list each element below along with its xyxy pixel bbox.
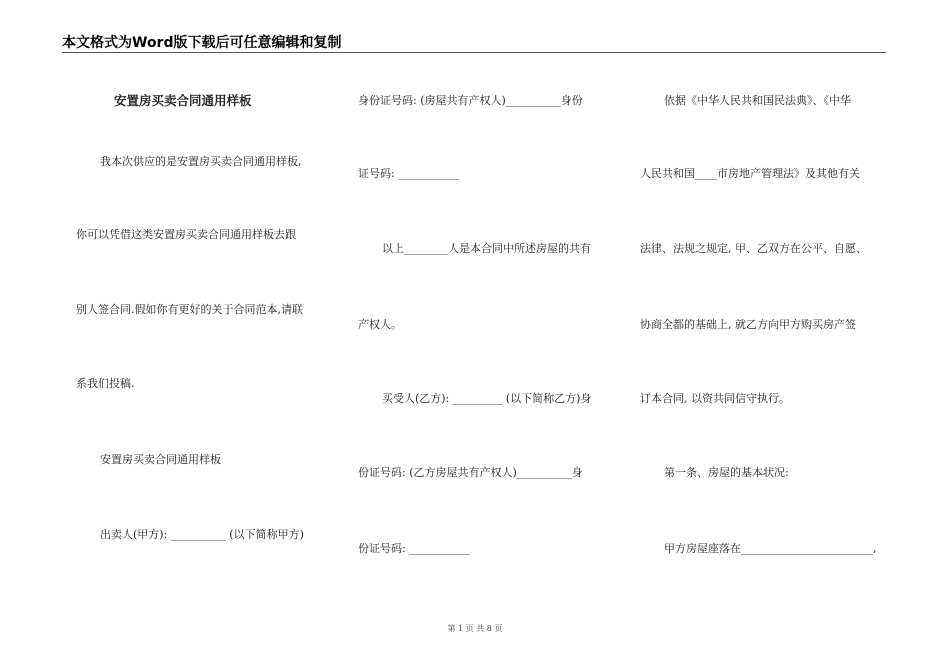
paragraph-line: 以上________人是本合同中所述房屋的共有 (382, 242, 591, 255)
paragraph-line: 订本合同, 以资共同信守执行。 (640, 392, 790, 405)
section-heading: 安置房买卖合同通用样板 (100, 453, 221, 466)
paragraph-line: 证号码: ___________ (358, 167, 459, 180)
paragraph-line: 别人签合同.假如你有更好的关于合同范本,请联 (76, 303, 303, 316)
paragraph-line: 身份证号码: (房屋共有产权人)__________身份 (358, 94, 583, 107)
paragraph-line: 你可以凭借这类安置房买卖合同通用样板去跟 (76, 228, 296, 241)
text-column-2 (358, 0, 606, 672)
text-column-3 (640, 0, 888, 672)
paragraph-line: 产权人。 (358, 318, 402, 331)
paragraph-line: 依据《中华人民共和国民法典》、《中华 (664, 94, 851, 107)
paragraph-line: 法律、法规之规定, 甲、乙双方在公平、自愿、 (640, 242, 867, 255)
paragraph-line: 份证号码: ___________ (358, 542, 470, 555)
paragraph-line: 份证号码: (乙方房屋共有产权人)__________身 (358, 466, 583, 479)
paragraph-line: 协商全都的基础上, 就乙方向甲方购买房产签 (640, 318, 856, 331)
text-column-1 (76, 0, 326, 672)
page-number: 第 1 页 共 8 页 (447, 624, 503, 633)
buyer-line: 买受人(乙方): _________ (以下简称乙方)身 (382, 392, 592, 405)
document-title: 安置房买卖合同通用样板 (114, 93, 252, 108)
paragraph-line: 我本次供应的是安置房买卖合同通用样板, (100, 155, 302, 168)
paragraph-line: 甲方房屋座落在________________________, (664, 542, 877, 555)
paragraph-line: 人民共和国____市房地产管理法》及其他有关 (640, 167, 860, 180)
document-header: 本文格式为Word版下载后可任意编辑和复制 (62, 35, 342, 51)
paragraph-line: 系我们投稿. (76, 377, 135, 390)
seller-line: 出卖人(甲方): __________ (以下简称甲方) (100, 528, 304, 541)
clause-heading: 第一条、房屋的基本状况: (664, 466, 789, 479)
